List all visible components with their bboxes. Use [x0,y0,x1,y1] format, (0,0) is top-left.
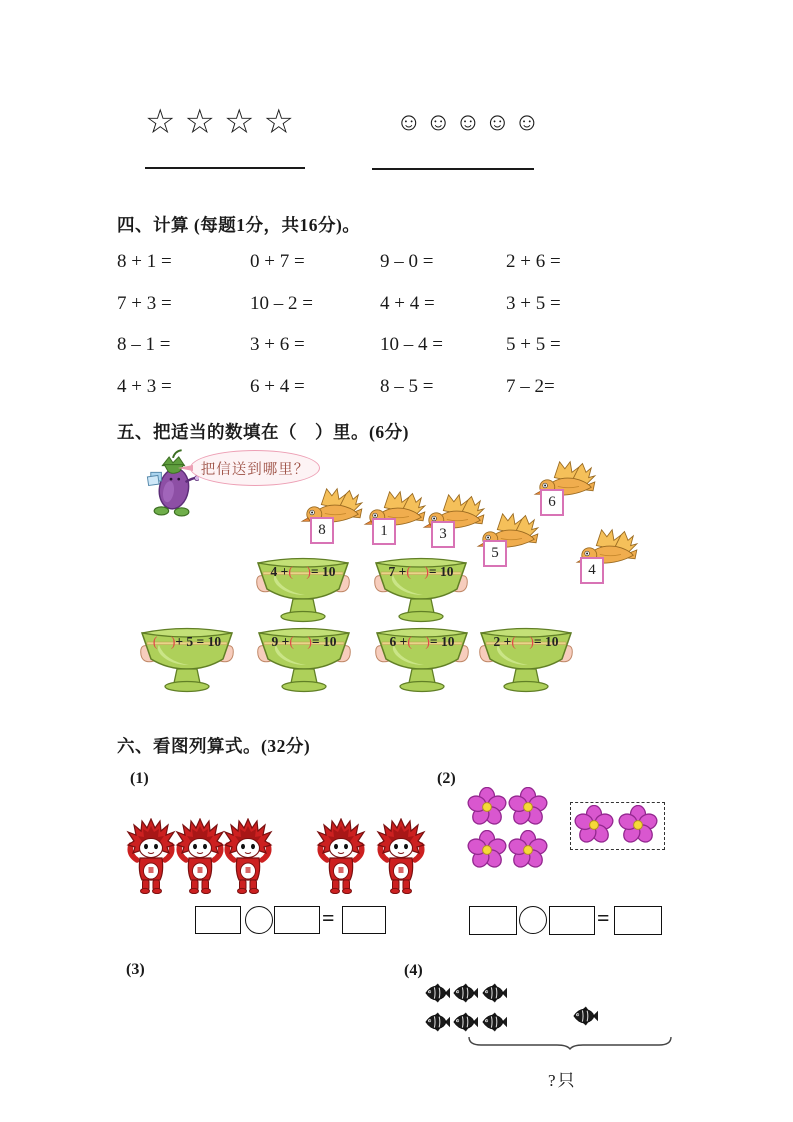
section5-heading: 五、把适当的数填在（ ）里。(6分) [117,422,409,442]
envelope-number [580,557,604,584]
envelope-number [540,489,564,516]
basket-mailbox [372,621,472,693]
calc-problem: 7 + 3 = [117,292,172,314]
underbrace [467,1036,673,1050]
star-icon: ☆ [263,104,294,141]
envelope-digit: 6 [548,494,556,510]
calc-problem: 3 + 5 = [506,292,561,314]
envelope-number [310,517,334,544]
problem1-label: (1) [130,770,149,787]
speech-bubble [190,450,320,486]
basket-mailbox [137,621,237,693]
basket-mailbox [254,621,354,693]
calc-problem: 4 + 3 = [117,375,172,397]
star-icon: ☆ [184,104,215,141]
flower-icon [618,805,658,845]
fish-icon [481,983,507,1003]
section4-heading: 四、计算 (每题1分，共16分)。 [117,215,361,235]
calc-problem: 5 + 5 = [506,334,561,355]
envelope-number [483,540,507,567]
stars-underline [145,167,305,169]
smiley-icon: ☺ [425,109,452,136]
answer-box [342,906,386,934]
envelope-digit: 5 [491,545,499,561]
operator-circle [519,906,547,934]
calc-problem: 2 + 6 = [506,251,561,272]
calc-problem: 8 – 5 = [380,375,434,397]
answer-box [549,906,595,935]
calc-problem: 0 + 7 = [250,251,305,272]
envelope-digit: 8 [318,522,326,538]
calc-problem: 3 + 6 = [250,334,305,355]
eggplant-mascot-icon [145,447,199,517]
question-count-label: ?只 [548,1071,577,1090]
smiley-icon: ☺ [455,109,481,136]
section5-illustration [140,445,720,713]
flower-icon [508,787,548,827]
calc-grid [117,251,616,417]
mascot-icon [126,818,176,894]
calc-problem: 10 – 4 = [380,334,443,355]
section6-heading: 六、看图列算式。(32分) [117,736,311,756]
equals-sign: = [322,905,335,930]
basket-equation: 2 +( )= 10 [493,634,559,649]
stars-row [145,106,294,140]
fish-icon [452,983,478,1003]
calc-problem: 7 – 2= [506,375,555,397]
answer-box [274,906,320,934]
fish-icon [424,1012,450,1032]
calc-problem: 4 + 4 = [380,292,435,314]
fish-icon [424,983,450,1003]
fish-icon [572,1006,598,1026]
smiley-icon: ☺ [514,109,540,136]
answer-box [469,906,517,935]
calc-problem: 8 + 1 = [117,251,172,272]
mascot-icon [223,818,273,894]
fish-icon [481,1012,507,1032]
envelope-digit: 3 [439,526,447,542]
fish-icon [452,1012,478,1032]
smileys-underline [372,168,534,170]
calc-problem: 8 – 1 = [117,334,171,355]
flower-icon [467,830,507,870]
basket-mailbox [371,551,471,623]
calc-problem: 6 + 4 = [250,375,305,397]
flower-icon [508,830,548,870]
flower-icon [574,805,614,845]
basket-equation: 6 +( )= 10 [389,634,455,649]
mascot-icon [376,818,426,894]
envelope-digit: 4 [588,562,596,578]
mascot-icon [316,818,366,894]
basket-mailbox [253,551,353,623]
star-icon: ☆ [145,104,176,141]
smileys-row [396,110,540,135]
problem4-label: (4) [404,962,423,979]
flower-icon [467,787,507,827]
mascot-icon [175,818,225,894]
envelope-number [431,521,455,548]
basket-equation: 4 +( )= 10 [270,564,336,579]
speech-bubble-text: 把信送到哪里？ [200,461,310,478]
problem3-label: (3) [126,961,145,978]
equals-sign: = [597,905,610,930]
basket-equation: ( )+ 5 = 10 [152,634,222,649]
answer-box [195,906,241,934]
calc-problem: 10 – 2 = [250,292,313,314]
envelope-number [372,518,396,545]
basket-mailbox [476,621,576,693]
smiley-icon: ☺ [484,109,511,136]
calc-problem: 9 – 0 = [380,251,434,272]
operator-circle [245,906,273,934]
answer-box [614,906,662,935]
envelope-digit: 1 [380,523,388,539]
basket-equation: 7 +( )= 10 [388,564,454,579]
smiley-icon: ☺ [396,109,422,136]
problem2-label: (2) [437,770,456,787]
star-icon: ☆ [223,104,255,141]
basket-equation: 9 +( )= 10 [271,634,337,649]
